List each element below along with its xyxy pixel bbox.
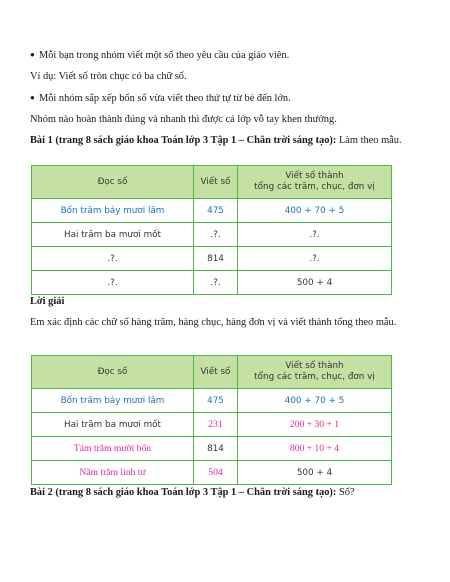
table-cell: 475	[194, 199, 238, 223]
header-tong	[238, 166, 392, 199]
header-viet-so: Viết số	[194, 356, 238, 389]
answer-cell: 504	[194, 461, 238, 485]
exercise-table	[31, 165, 392, 295]
header-tong	[238, 356, 392, 389]
bai1-text: Làm theo mẫu.	[336, 135, 402, 146]
bai2-section	[30, 486, 420, 500]
table-row	[32, 247, 392, 271]
answer-cell: 231	[194, 413, 238, 437]
header-tong-line2: tổng các trăm, chục, đơn vị	[254, 372, 375, 382]
bai2-heading: Bài 2 (trang 8 sách giáo khoa Toán lớp 3 Tập 1 – Chân trời sáng tạo):	[30, 487, 337, 498]
table-cell: .?.	[32, 247, 194, 271]
solution-title: Lời giải	[30, 296, 65, 307]
table-row	[32, 271, 392, 295]
answer-cell: Năm trăm linh tư	[32, 461, 194, 485]
table-cell: Hai trăm ba mươi mốt	[32, 413, 194, 437]
table-cell: 814	[194, 437, 238, 461]
table-cell: .?.	[238, 223, 392, 247]
solution-table	[31, 355, 392, 485]
intro-example: Ví dụ: Viết số tròn chục có ba chữ số.	[30, 71, 187, 82]
header-tong-line2: tổng các trăm, chục, đơn vị	[254, 182, 375, 192]
bullet-icon: ●	[30, 93, 35, 102]
table-cell: Bốn trăm bảy mươi lăm	[32, 199, 194, 223]
table-cell: 500 + 4	[238, 461, 392, 485]
solution-text: Em xác định các chữ số hàng trăm, hàng chục, hàng đơn vị và viết thành tổng theo mẫu.	[30, 317, 397, 328]
table-header-row	[32, 356, 392, 389]
header-tong-line1: Viết số thành	[285, 361, 344, 371]
table-cell: 475	[194, 389, 238, 413]
bullet-icon: ●	[30, 50, 35, 59]
table-cell: 500 + 4	[238, 271, 392, 295]
table-cell: 814	[194, 247, 238, 271]
bai1-paragraph	[30, 134, 420, 148]
bullet-1-text: Mỗi bạn trong nhóm viết một số theo yêu cầu của giáo viên.	[39, 50, 290, 61]
bai1-heading: Bài 1 (trang 8 sách giáo khoa Toán lớp 3 Tập 1 – Chân trời sáng tạo):	[30, 135, 337, 146]
bai2-text: Số?	[336, 487, 355, 498]
header-tong-line1: Viết số thành	[285, 171, 344, 181]
header-doc-so: Đọc số	[32, 166, 194, 199]
table-header-row	[32, 166, 392, 199]
header-viet-so: Viết số	[194, 166, 238, 199]
document-page	[30, 48, 420, 148]
intro-closing: Nhóm nào hoàn thành đúng và nhanh thì được cả lớp vỗ tay khen thưởng.	[30, 114, 337, 125]
table-row	[32, 461, 392, 485]
answer-cell: 200 + 30 + 1	[238, 413, 392, 437]
bai2-paragraph	[30, 486, 420, 500]
table-row	[32, 437, 392, 461]
table-cell: 400 + 70 + 5	[238, 389, 392, 413]
header-doc-so: Đọc số	[32, 356, 194, 389]
answer-cell: Tám trăm mười bốn	[32, 437, 194, 461]
table-row	[32, 413, 392, 437]
table-cell: Bốn trăm bảy mươi lăm	[32, 389, 194, 413]
table-cell: .?.	[238, 247, 392, 271]
table-cell: .?.	[194, 271, 238, 295]
table-row	[32, 223, 392, 247]
answer-cell: 800 + 10 + 4	[238, 437, 392, 461]
solution-section	[30, 295, 420, 330]
table-cell: 400 + 70 + 5	[238, 199, 392, 223]
intro-bullet-2	[30, 91, 420, 106]
intro-bullet-1	[30, 48, 420, 63]
table-row	[32, 389, 392, 413]
bullet-2-text: Mỗi nhóm sắp xếp bốn số vừa viết theo thứ tự từ bé đến lớn.	[39, 93, 291, 104]
table-row	[32, 199, 392, 223]
table-cell: .?.	[32, 271, 194, 295]
table-cell: .?.	[194, 223, 238, 247]
table-cell: Hai trăm ba mươi mốt	[32, 223, 194, 247]
